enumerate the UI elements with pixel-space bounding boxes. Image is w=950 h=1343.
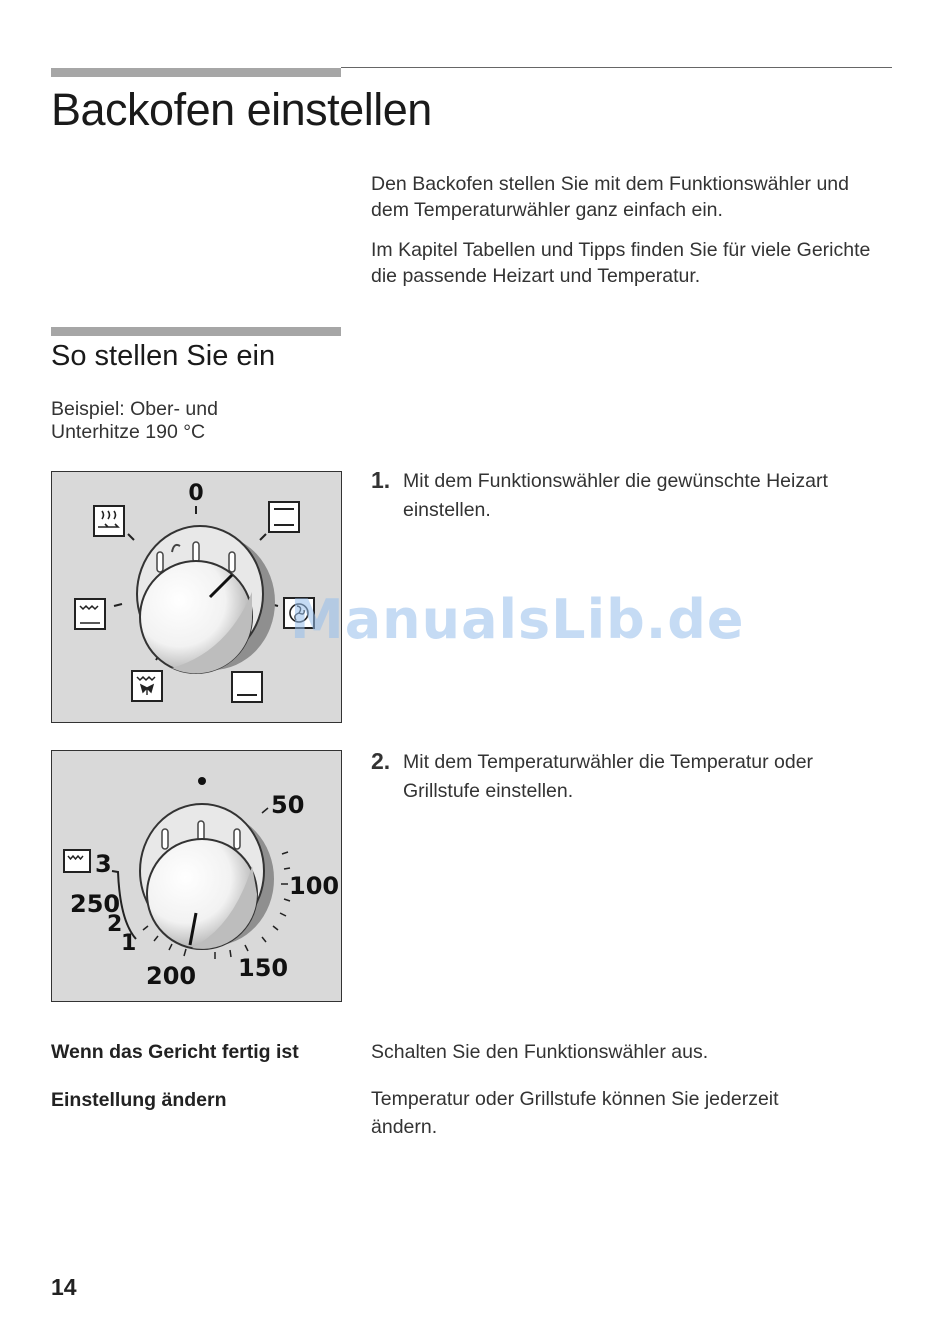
zero-label: 0 [188,481,204,506]
label-200: 200 [146,962,197,990]
temperature-knob [140,804,274,949]
pizza-setting-icon [75,599,105,629]
row-2-text-line-1: Temperatur oder Grillstufe können Sie jederzeit [371,1088,779,1110]
example-line-2: Unterhitze 190 °C [51,421,206,443]
temperature-dial-figure [51,750,342,1002]
row-1-label: Wenn das Gericht fertig ist [51,1041,299,1063]
label-100: 100 [289,872,340,900]
step-1-line-1: Mit dem Funktionswähler die gewünschte Heizart [403,470,828,492]
top-bottom-heat-icon [269,502,299,532]
title-rule-thick [51,68,341,77]
function-knob [137,526,275,673]
intro-paragraph-2: Im Kapitel Tabellen und Tipps finden Sie für viele Gerichte die passende Heizart und Temperatur. [371,239,871,287]
zero-dot [198,777,206,785]
row-1-text: Schalten Sie den Funktionswähler aus. [371,1041,709,1063]
hot-air-grill-icon [94,506,124,536]
row-2-text-line-2: ändern. [371,1116,438,1138]
label-250: 250 [70,890,121,918]
grill-icon [132,671,162,701]
section-title: So stellen Sie ein [51,340,276,372]
bottom-heat-icon [232,672,262,702]
step-2-number: 2. [371,748,391,774]
example-line-1: Beispiel: Ober- und [51,398,218,420]
page-number: 14 [51,1274,77,1300]
title-rule-thin [341,67,892,68]
grill-icon [64,850,90,872]
label-grill-3: 3 [95,850,112,878]
row-2-label: Einstellung ändern [51,1089,227,1111]
section-rule [51,327,341,336]
page-title: Backofen einstellen [51,84,432,135]
label-grill-1: 1 [121,931,137,956]
watermark: ManualsLib.de [290,588,745,651]
intro-paragraph-1: Den Backofen stellen Sie mit dem Funktionswähler und dem Temperaturwähler ganz einfach ein. [371,173,849,221]
step-2-line-2: Grillstufe einstellen. [403,780,574,802]
step-2-line-1: Mit dem Temperaturwähler die Temperatur oder [403,751,814,773]
step-1-line-2: einstellen. [403,499,491,521]
step-1-number: 1. [371,467,391,493]
label-grill-2: 2 [107,912,123,937]
label-50: 50 [271,791,305,819]
label-150: 150 [238,954,289,982]
